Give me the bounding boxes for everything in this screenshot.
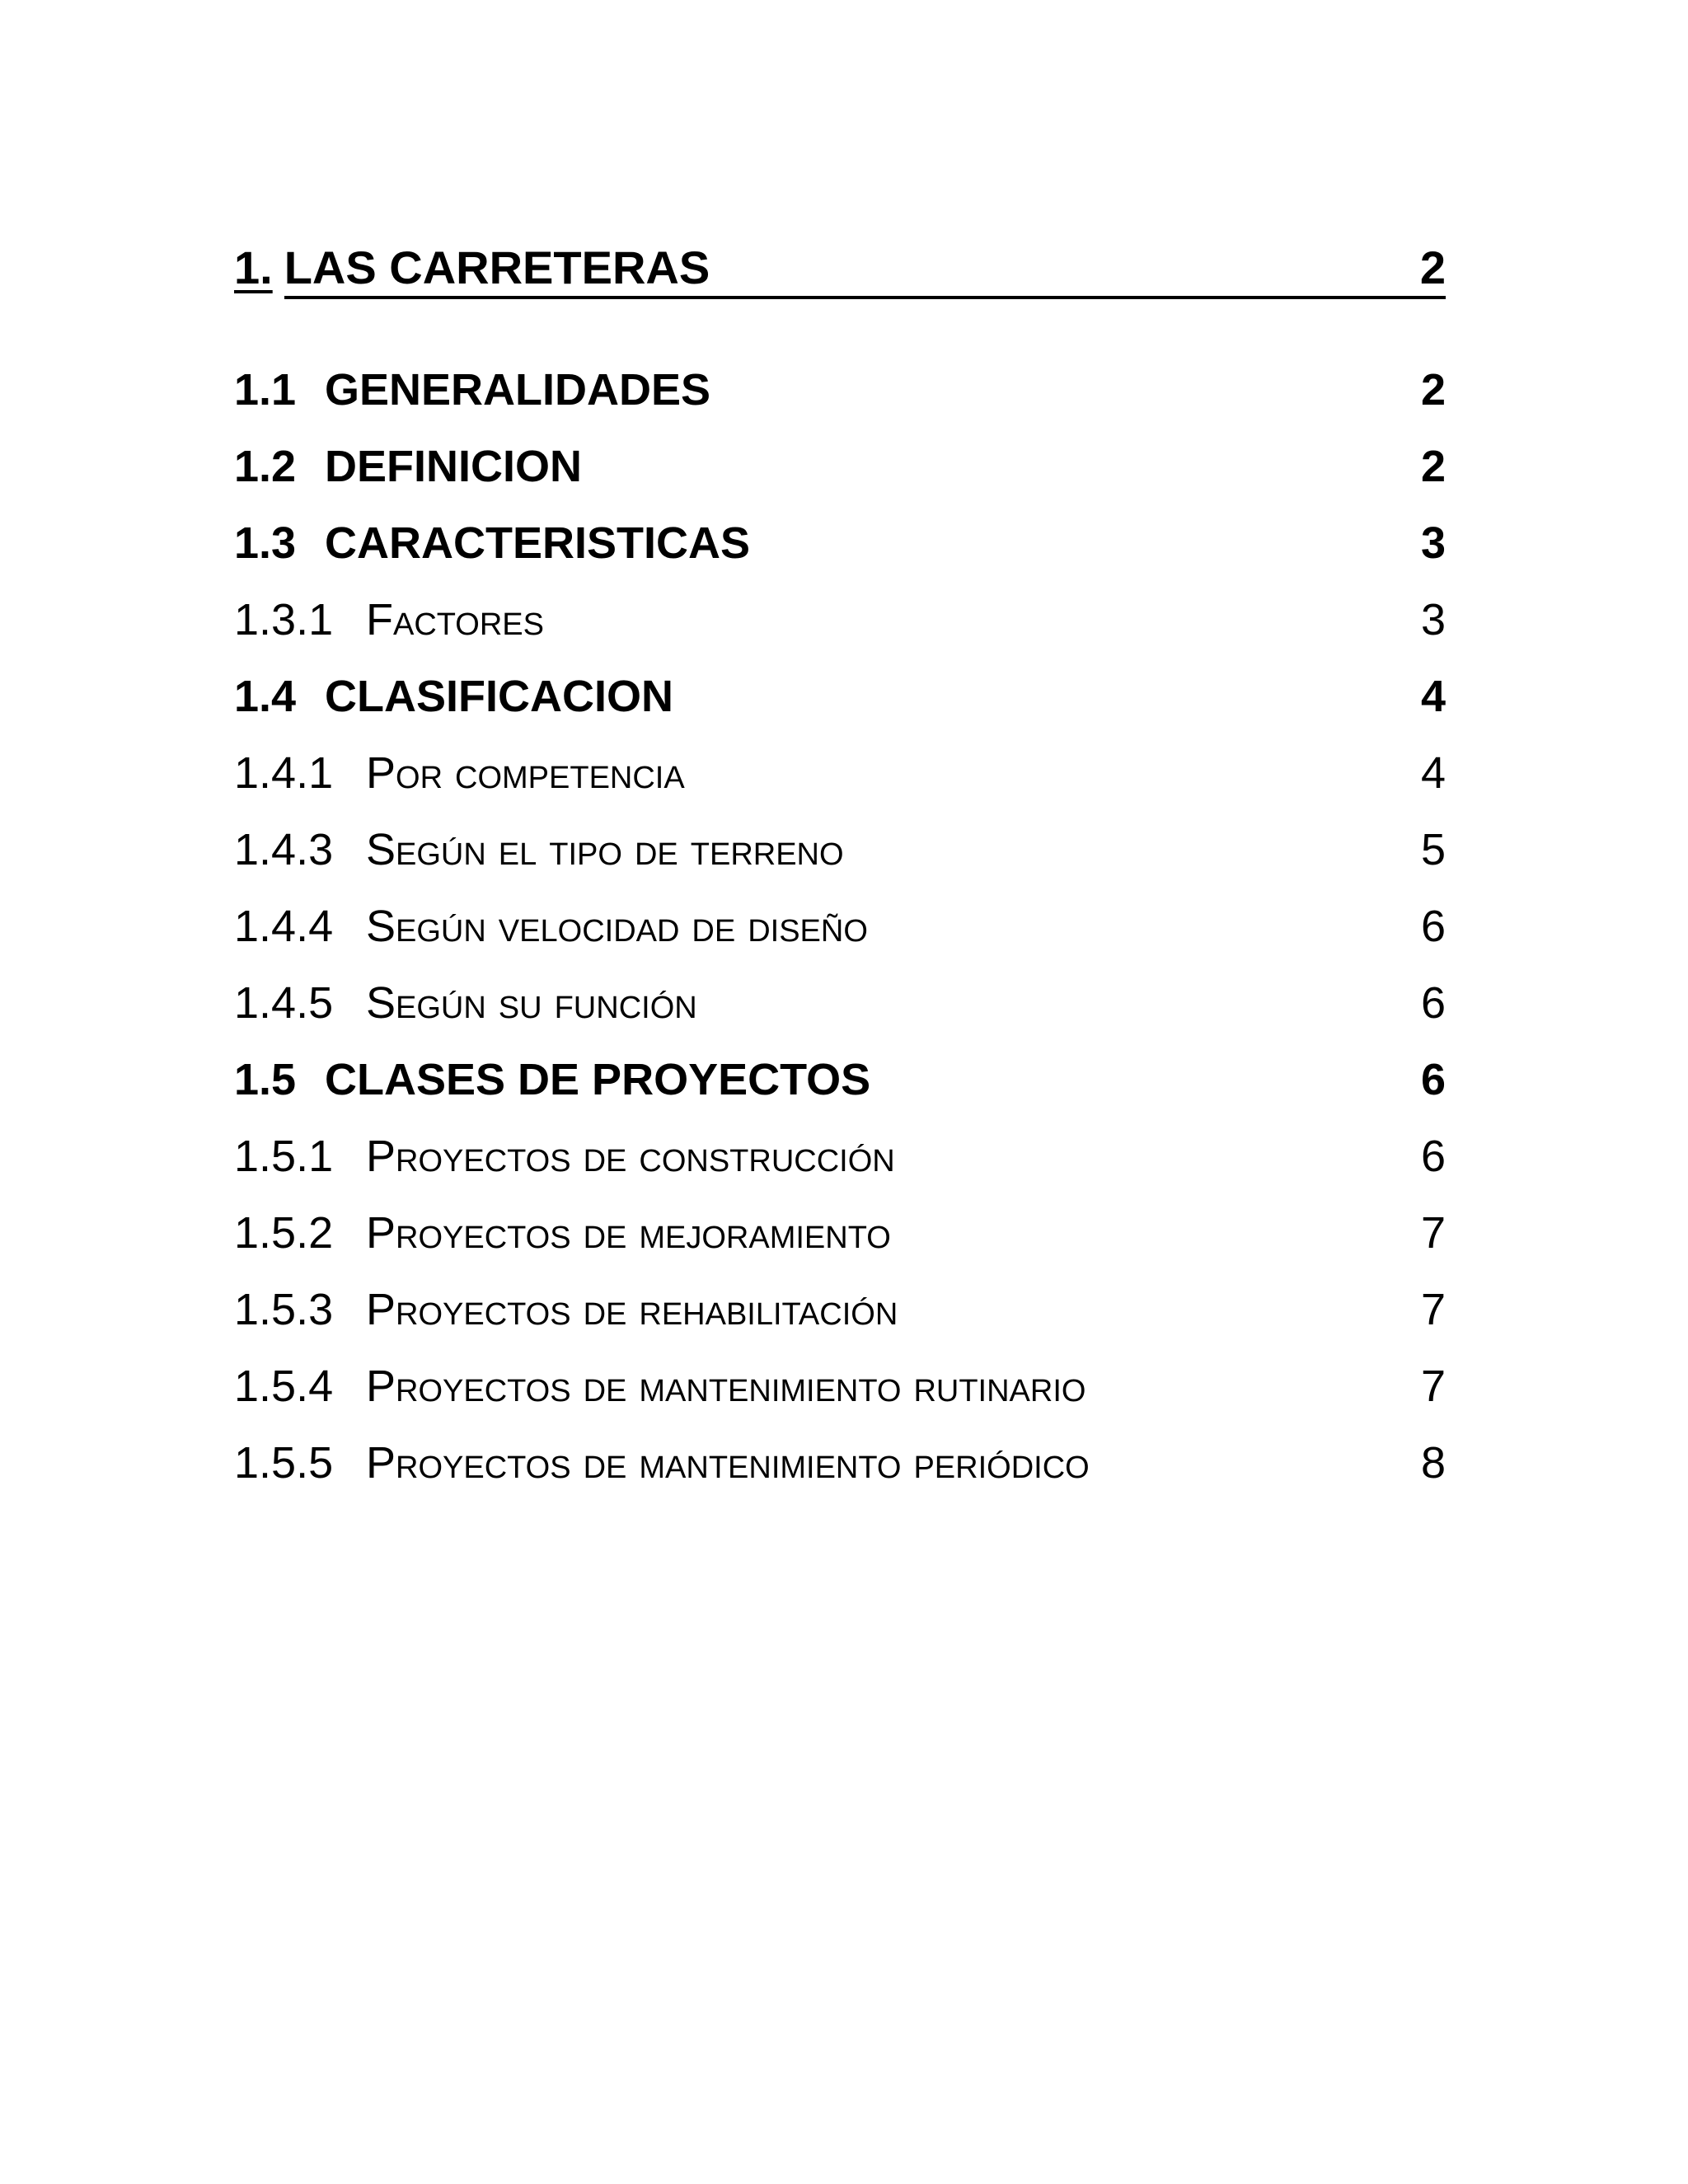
toc-entry-1-2[interactable] [234,441,1446,518]
toc-entry-title: Según su función [366,978,697,1028]
toc-entry-number: 1.4.4 [234,902,334,951]
toc-entry-title: DEFINICION [325,442,583,491]
toc-entry-1-1[interactable] [234,364,1446,441]
toc-entry-number: 1.4.1 [234,748,334,798]
toc-chapter-page: 2 [1420,241,1446,299]
toc-entry-number: 1.4 [234,672,297,721]
toc-entry-page: 3 [1420,518,1446,568]
toc-entry-1-4-1[interactable] [234,748,1446,824]
toc-entry-1-3[interactable] [234,518,1446,594]
toc-entry-1-5-4[interactable] [234,1361,1446,1437]
toc-chapter-title: LAS CARRETERAS [284,241,1420,299]
toc-entry-page: 4 [1420,672,1446,721]
toc-entry-page: 6 [1420,1132,1446,1181]
toc-entry-title: Factores [366,595,544,644]
toc-entry-1-5-1[interactable] [234,1131,1446,1207]
toc-entry-title: Según el tipo de terreno [366,825,844,874]
toc-chapter-title-wrap [284,241,1420,299]
toc-entry-title: Por competencia [366,748,685,798]
toc-entry-title: CARACTERISTICAS [325,518,751,568]
toc-entry-page: 6 [1420,902,1446,951]
toc-entry-1-3-1[interactable] [234,594,1446,671]
toc-entry-number: 1.5.1 [234,1132,334,1181]
toc-entry-page: 3 [1420,595,1446,644]
toc-entry-1-4-4[interactable] [234,901,1446,977]
toc-entry-number: 1.3 [234,518,297,568]
toc-entry-page: 6 [1420,978,1446,1028]
toc-entry-number: 1.3.1 [234,595,334,644]
toc-entry-page: 6 [1420,1055,1446,1104]
toc-entry-number: 1.5.3 [234,1285,334,1334]
toc-entry-number: 1.5.4 [234,1361,334,1411]
toc-entry-title: Proyectos de rehabilitación [366,1285,898,1334]
toc-entry-page: 2 [1420,365,1446,415]
toc-entry-title: GENERALIDADES [325,365,711,415]
toc-entry-page: 2 [1420,442,1446,491]
toc-entry-number: 1.5.2 [234,1208,334,1258]
toc-entry-number: 1.4.5 [234,978,334,1028]
toc-entry-page: 4 [1420,748,1446,798]
toc-entry-page: 7 [1420,1361,1446,1411]
toc-entry-title: Según velocidad de diseño [366,902,868,951]
toc-entry-1-5-2[interactable] [234,1207,1446,1284]
toc-entry-1-5[interactable] [234,1054,1446,1131]
toc-entry-title: Proyectos de mantenimiento periódico [366,1438,1090,1488]
toc-entry-1-4-3[interactable] [234,824,1446,901]
toc-entry-title: Proyectos de mejoramiento [366,1208,891,1258]
toc-spacer [234,323,1446,364]
toc-chapter-number: 1. [234,241,273,293]
toc-entry-number: 1.5 [234,1055,297,1104]
toc-entry-page: 7 [1420,1208,1446,1258]
toc-entry-number: 1.5.5 [234,1438,334,1488]
toc-entry-page: 7 [1420,1285,1446,1334]
toc-entry-page: 5 [1420,825,1446,874]
toc-entry-1-5-5[interactable] [234,1437,1446,1514]
toc-entry-1-4-5[interactable] [234,977,1446,1054]
toc-entry-number: 1.4.3 [234,825,334,874]
toc-entry-number: 1.1 [234,365,297,415]
toc-entry-1-5-3[interactable] [234,1284,1446,1361]
toc-entry-title: Proyectos de construcción [366,1132,895,1181]
toc-entry-title: CLASIFICACION [325,672,673,721]
toc-entry-title: Proyectos de mantenimiento rutinario [366,1361,1086,1411]
toc-entry-number: 1.2 [234,442,297,491]
toc-entry-1-4[interactable] [234,671,1446,748]
toc-chapter-entry[interactable] [234,241,1446,323]
table-of-contents [234,241,1446,1514]
toc-entry-page: 8 [1420,1438,1446,1488]
toc-entry-title: CLASES DE PROYECTOS [325,1055,871,1104]
